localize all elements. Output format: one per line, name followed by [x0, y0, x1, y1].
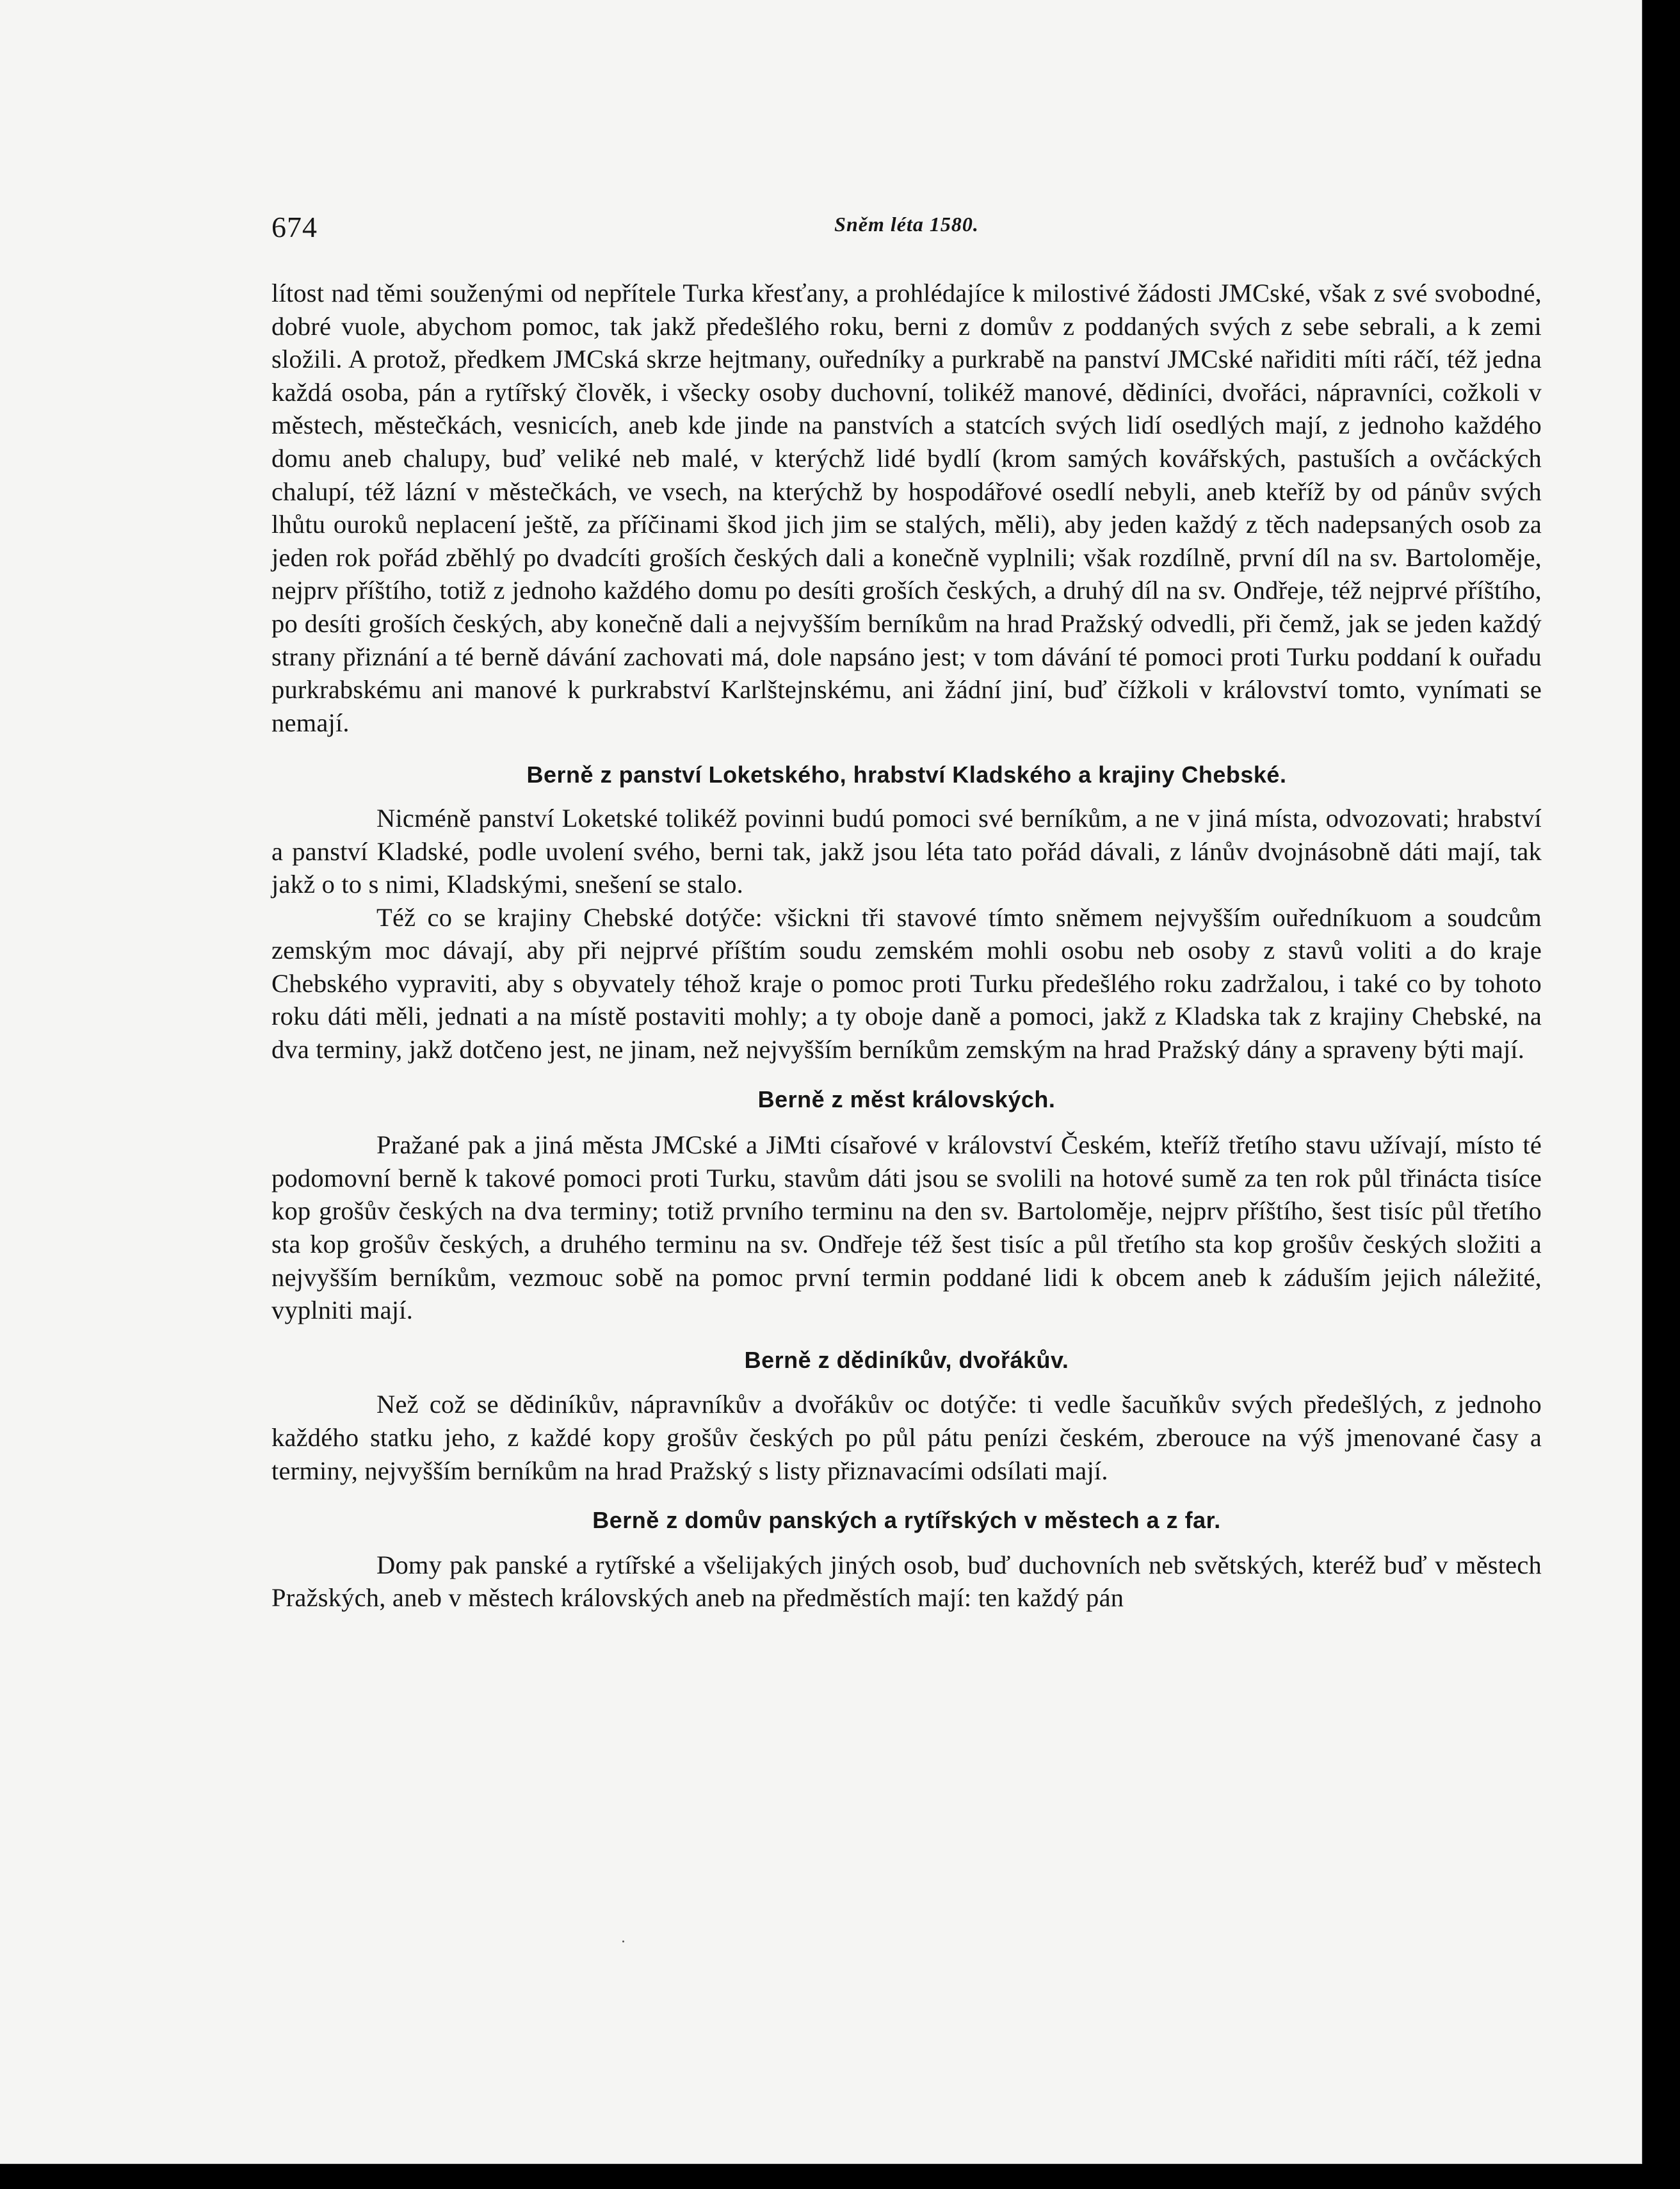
scan-speck	[622, 1941, 624, 1942]
paragraph-prazane: Pražané pak a jiná města JMCské a JiMti císařové v království Českém, kteříž třetího stavu užívají, místo té podomovní berně k takové pomoci proti Turku, stavům dáti jsou se svolili na hotové sumě za ten rok půl třinácta tisíce kop grošův českých na dva terminy; totiž prvního terminu na den sv. Bartoloměje, nejprv příštího, šest tisíc půl třetího sta kop grošův českých, a druhého terminu na sv. Ondřeje též šest tisíc a půl třetího sta kop grošův českých složiti a nejvyšším berníkům, vezmouc sobě na pomoc první termin poddané lidi k obcem aneb k záduším jejich náležité, vyplniti mají.	[271, 1130, 1542, 1325]
page-number: 674	[271, 211, 318, 243]
section-heading-mest-kralovskych: Berně z měst královských.	[757, 1086, 1056, 1112]
running-title: Sněm léta 1580.	[834, 213, 979, 236]
section-heading-domuv: Berně z domův panských a rytířských v městech a z far.	[592, 1507, 1221, 1534]
section-heading-dedinikuv: Berně z dědiníkův, dvořákův.	[744, 1346, 1069, 1373]
section-heading-loket-klad-cheb: Berně z panství Loketského, hrabství Kladského a krajiny Chebské.	[526, 761, 1287, 788]
paragraph-dedinikuv: Než což se dědiníkův, nápravníkův a dvořákův oc dotýče: ti vedle šacuňkův svých předešlých, z jednoho každého statku jeho, z každé kopy grošův českých po půl pátu penízi českém, zberouce na výš jmenované časy a terminy, nejvyšším berníkům na hrad Pražský s listy přiznavacími odsílati mají.	[271, 1390, 1542, 1485]
paragraph-chebske: Též co se krajiny Chebské dotýče: všickni tři stavové tímto sněmem nejvyšším ouředníkuom a soudcům zemským moc dávají, aby při nejprvé příštím soudu zemském mohli osobu neb osoby z stavů voliti a do kraje Chebského vypraviti, aby s obyvately téhož kraje o pomoc proti Turku předešlého roku zadržalou, i také co by tohoto roku dáti měli, jednati a na místě postaviti mohly; a ty oboje daně a pomoci, jakž z Kladska tak z krajiny Chebské, na dva terminy, jakž dotčeno jest, ne jinam, než nejvyšším berníkům zemským na hrad Pražský dány a spraveny býti mají.	[271, 902, 1542, 1064]
page-header	[271, 210, 1542, 248]
paragraph-loketske: Nicméně panství Loketské tolikéž povinni budú pomoci své berníkům, a ne v jiná místa, odvozovati; hrabství a panství Kladské, podle uvolení svého, berni tak, jakž jsou léta tato pořád dávali, z lánův dvojnásobně dáti mají, tak jakž o to s nimi, Kladskými, snešení se stalo.	[271, 803, 1542, 899]
page-body	[271, 277, 1542, 1615]
paragraph-lítost: lítost nad těmi souženými od nepřítele Turka křesťany, a prohlédajíce k milostivé žádosti JMCské, však z své svobodné, dobré vuole, abychom pomoc, tak jakž předešlého roku, berni z domův z poddaných svých z sebe sebrali, a k zemi složili. A protož, předkem JMCská skrze hejtmany, ouředníky a purkrabě na panství JMCské nařiditi míti ráčí, též jedna každá osoba, pán a rytířský člověk, i všecky osoby duchovní, tolikéž manové, dědiníci, dvořáci, nápravníci, cožkoli v městech, městečkách, vesnicích, aneb kde jinde na panstvích a statcích svých lidí osedlých mají, z jednoho každého domu aneb chalupy, buď veliké neb malé, v kterýchž lidé bydlí (krom samých kovářských, pastuších a ovčáckých chalupí, též lázní v městečkách, ve vsech, na kterýchž by hospodářové osedlí nebyli, aneb kteříž by od pánův svých lhůtu ouroků neplacení ještě, za příčinami škod jich jim se stalých, měli), aby jeden každý z těch nadepsaných osob za jeden rok pořád zběhlý po dvadcíti groších českých dali a konečně vyplnili; však rozdílně, první díl na sv. Bartoloměje, nejprv příštího, totiž z jednoho každého domu po desíti groších českých, a druhý díl na sv. Ondřeje, též nejprvé příštího, po desíti groších českých, aby konečně dali a nejvyšším berníkům na hrad Pražský odvedli, při čemž, jak se jeden každý strany přiznání a té berně dávání zachovati má, dole napsáno jest; v tom dávání té pomoci proti Turku poddaní k ouřadu purkrabskému ani manové k purkrabství Karlštejnskému, ani žádní jiní, buď čížkoli v království tomto, vynímati se nemají.	[271, 279, 1542, 737]
paragraph-domy: Domy pak panské a rytířské a všelijakých jiných osob, buď duchovních neb světských, kteréž buď v městech Pražských, aneb v městech královských aneb na předměstích mají: ten každý pán	[271, 1550, 1542, 1613]
